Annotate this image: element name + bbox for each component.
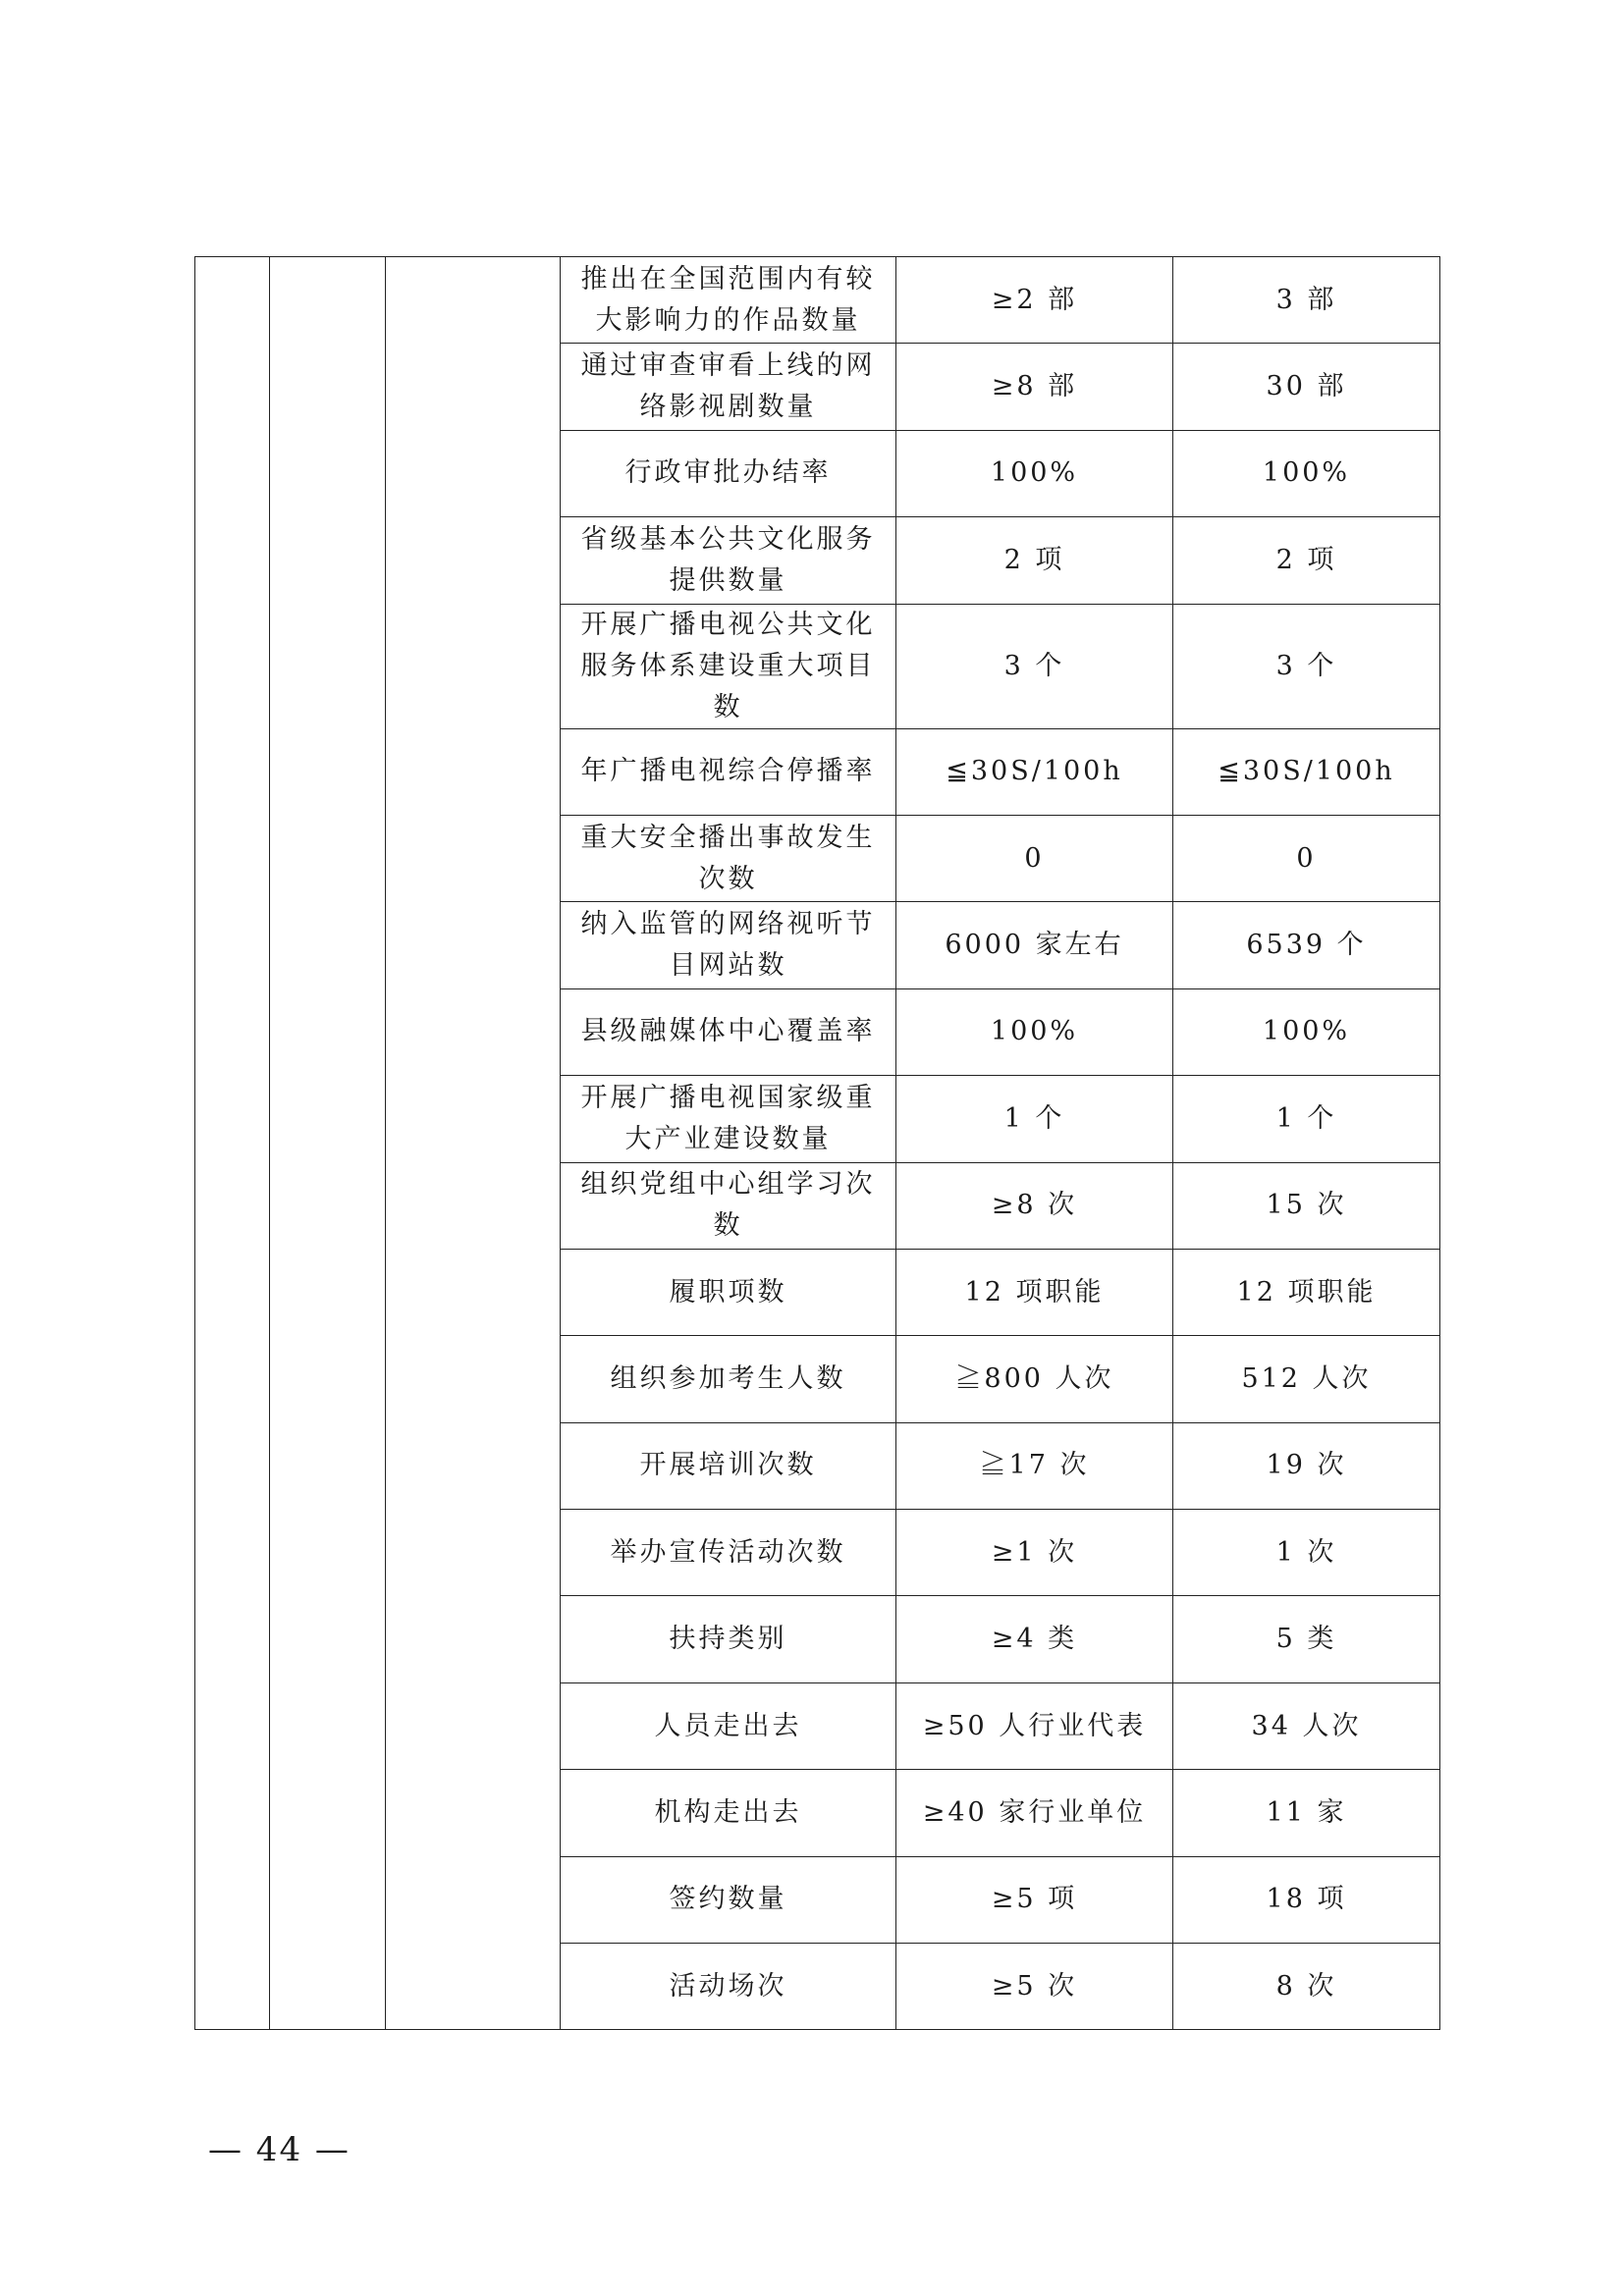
- actual-value-cell: 12 项职能: [1173, 1249, 1440, 1335]
- actual-value-cell: 3 个: [1173, 604, 1440, 728]
- indicator-cell: 组织党组中心组学习次数: [561, 1162, 896, 1249]
- actual-value-cell: ≦30S/100h: [1173, 728, 1440, 815]
- merged-category-cell-3: [386, 257, 561, 2030]
- target-value-cell: 12 项职能: [896, 1249, 1173, 1335]
- target-value-cell: ≥8 部: [896, 344, 1173, 430]
- indicator-cell: 开展广播电视国家级重大产业建设数量: [561, 1076, 896, 1162]
- actual-value-cell: 3 部: [1173, 257, 1440, 344]
- table-row: [195, 257, 1440, 344]
- actual-value-cell: 8 次: [1173, 1944, 1440, 2030]
- target-value-cell: ≧800 人次: [896, 1336, 1173, 1422]
- actual-value-cell: 11 家: [1173, 1770, 1440, 1856]
- target-value-cell: ≧17 次: [896, 1422, 1173, 1509]
- target-value-cell: ≦30S/100h: [896, 728, 1173, 815]
- indicator-cell: 举办宣传活动次数: [561, 1510, 896, 1596]
- target-value-cell: 2 项: [896, 517, 1173, 604]
- target-value-cell: 6000 家左右: [896, 902, 1173, 988]
- actual-value-cell: 34 人次: [1173, 1682, 1440, 1769]
- indicator-cell: 重大安全播出事故发生次数: [561, 815, 896, 901]
- actual-value-cell: 512 人次: [1173, 1336, 1440, 1422]
- indicator-cell: 开展广播电视公共文化服务体系建设重大项目数: [561, 604, 896, 728]
- indicator-cell: 年广播电视综合停播率: [561, 728, 896, 815]
- target-value-cell: 0: [896, 815, 1173, 901]
- actual-value-cell: 5 类: [1173, 1596, 1440, 1682]
- actual-value-cell: 18 项: [1173, 1856, 1440, 1943]
- indicator-cell: 签约数量: [561, 1856, 896, 1943]
- actual-value-cell: 15 次: [1173, 1162, 1440, 1249]
- target-value-cell: ≥5 项: [896, 1856, 1173, 1943]
- target-value-cell: ≥50 人行业代表: [896, 1682, 1173, 1769]
- actual-value-cell: 30 部: [1173, 344, 1440, 430]
- indicator-cell: 活动场次: [561, 1944, 896, 2030]
- actual-value-cell: 100%: [1173, 988, 1440, 1075]
- actual-value-cell: 19 次: [1173, 1422, 1440, 1509]
- actual-value-cell: 1 次: [1173, 1510, 1440, 1596]
- indicator-cell: 通过审查审看上线的网络影视剧数量: [561, 344, 896, 430]
- target-value-cell: 100%: [896, 430, 1173, 516]
- target-value-cell: ≥1 次: [896, 1510, 1173, 1596]
- actual-value-cell: 2 项: [1173, 517, 1440, 604]
- merged-category-cell-2: [270, 257, 386, 2030]
- target-value-cell: 3 个: [896, 604, 1173, 728]
- page-number: — 44 —: [208, 2130, 351, 2169]
- merged-category-cell-1: [195, 257, 270, 2030]
- actual-value-cell: 0: [1173, 815, 1440, 901]
- indicator-cell: 扶持类别: [561, 1596, 896, 1682]
- indicator-cell: 县级融媒体中心覆盖率: [561, 988, 896, 1075]
- target-value-cell: ≥40 家行业单位: [896, 1770, 1173, 1856]
- indicator-cell: 组织参加考生人数: [561, 1336, 896, 1422]
- indicator-cell: 机构走出去: [561, 1770, 896, 1856]
- target-value-cell: ≥2 部: [896, 257, 1173, 344]
- target-value-cell: ≥4 类: [896, 1596, 1173, 1682]
- indicator-cell: 履职项数: [561, 1249, 896, 1335]
- indicator-cell: 行政审批办结率: [561, 430, 896, 516]
- actual-value-cell: 6539 个: [1173, 902, 1440, 988]
- target-value-cell: ≥5 次: [896, 1944, 1173, 2030]
- actual-value-cell: 100%: [1173, 430, 1440, 516]
- indicator-cell: 纳入监管的网络视听节目网站数: [561, 902, 896, 988]
- table-body: [195, 257, 1440, 2030]
- indicator-cell: 省级基本公共文化服务提供数量: [561, 517, 896, 604]
- indicator-cell: 推出在全国范围内有较大影响力的作品数量: [561, 257, 896, 344]
- indicator-cell: 开展培训次数: [561, 1422, 896, 1509]
- indicator-cell: 人员走出去: [561, 1682, 896, 1769]
- indicator-table: [194, 256, 1440, 2030]
- target-value-cell: 100%: [896, 988, 1173, 1075]
- target-value-cell: 1 个: [896, 1076, 1173, 1162]
- target-value-cell: ≥8 次: [896, 1162, 1173, 1249]
- actual-value-cell: 1 个: [1173, 1076, 1440, 1162]
